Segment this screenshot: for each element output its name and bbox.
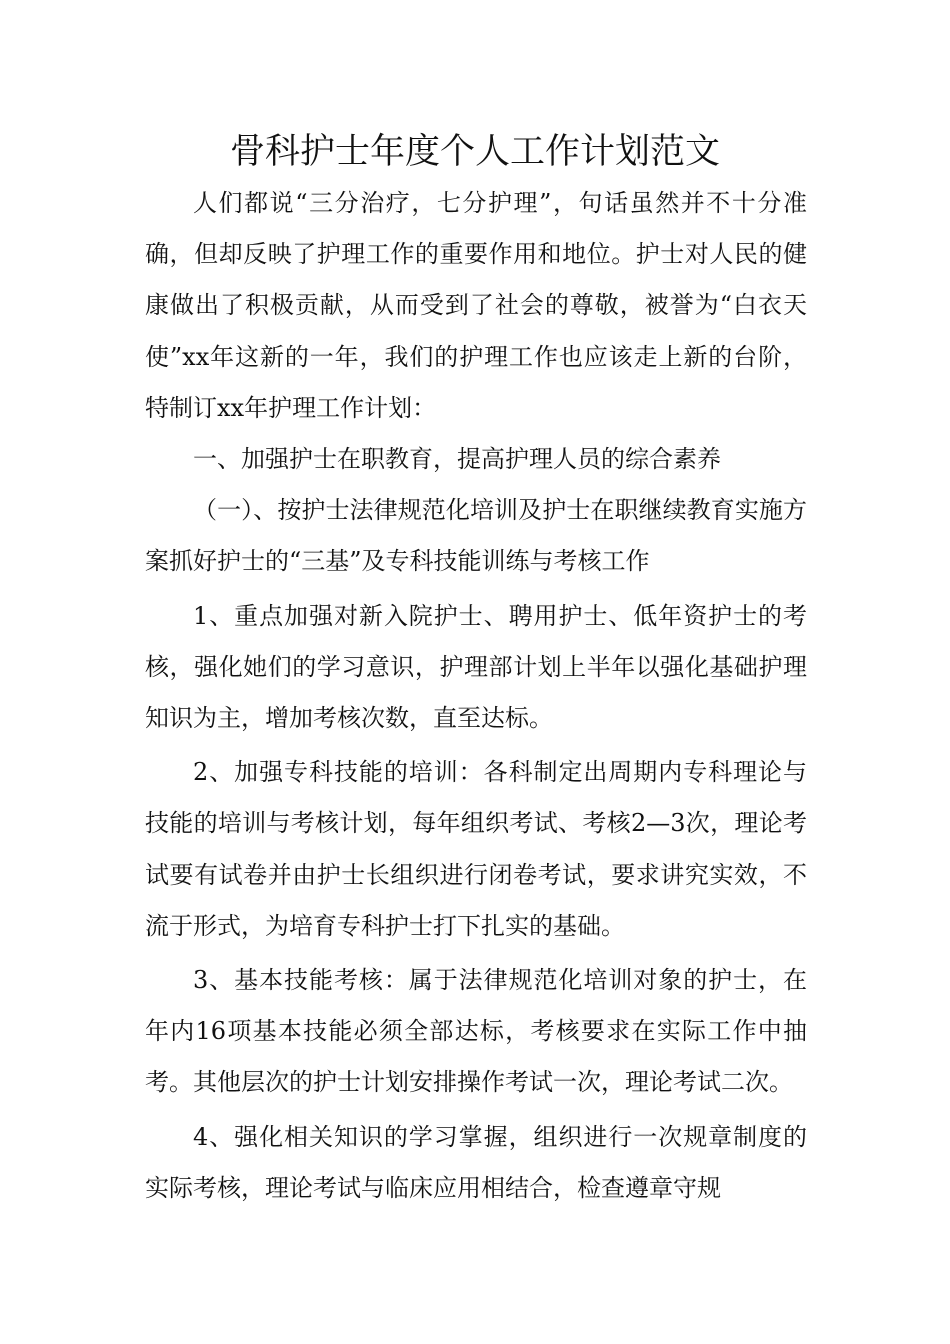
- paragraph-item-1: 1、重点加强对新入院护士、聘用护士、低年资护士的考核，强化她们的学习意识，护理部计划上半年以强化基础护理知识为主，增加考核次数，直至达标。: [145, 601, 807, 733]
- document-body: [145, 178, 807, 1214]
- paragraph-item-4: 4、强化相关知识的学习掌握，组织进行一次规章制度的实际考核，理论考试与临床应用相结合，检查遵章守规: [145, 1122, 807, 1202]
- paragraph-subsection-1-heading: （一）、按护士法律规范化培训及护士在职继续教育实施方案抓好护士的“三基”及专科技能训练与考核工作: [145, 496, 807, 576]
- paragraph-section-1-heading: 一、加强护士在职教育，提高护理人员的综合素养: [193, 445, 721, 474]
- paragraph-intro: 人们都说“三分治疗，七分护理”，句话虽然并不十分准确，但却反映了护理工作的重要作用和地位。护士对人民的健康做出了积极贡献，从而受到了社会的尊敬，被誉为“白衣天使”xx年这新的一年，我们的护理工作也应该走上新的台阶，特制订xx年护理工作计划：: [145, 189, 807, 422]
- paragraph-item-3: 3、基本技能考核：属于法律规范化培训对象的护士，在年内16项基本技能必须全部达标，考核要求在实际工作中抽考。其他层次的护士计划安排操作考试一次，理论考试二次。: [145, 966, 807, 1097]
- paragraph-item-2: 2、加强专科技能的培训：各科制定出周期内专科理论与技能的培训与考核计划，每年组织考试、考核2—3次，理论考试要有试卷并由护士长组织进行闭卷考试，要求讲究实效，不流于形式，为培育专科护士打下扎实的基础。: [145, 758, 807, 940]
- document-title: 骨科护士年度个人工作计划范文: [229, 132, 720, 172]
